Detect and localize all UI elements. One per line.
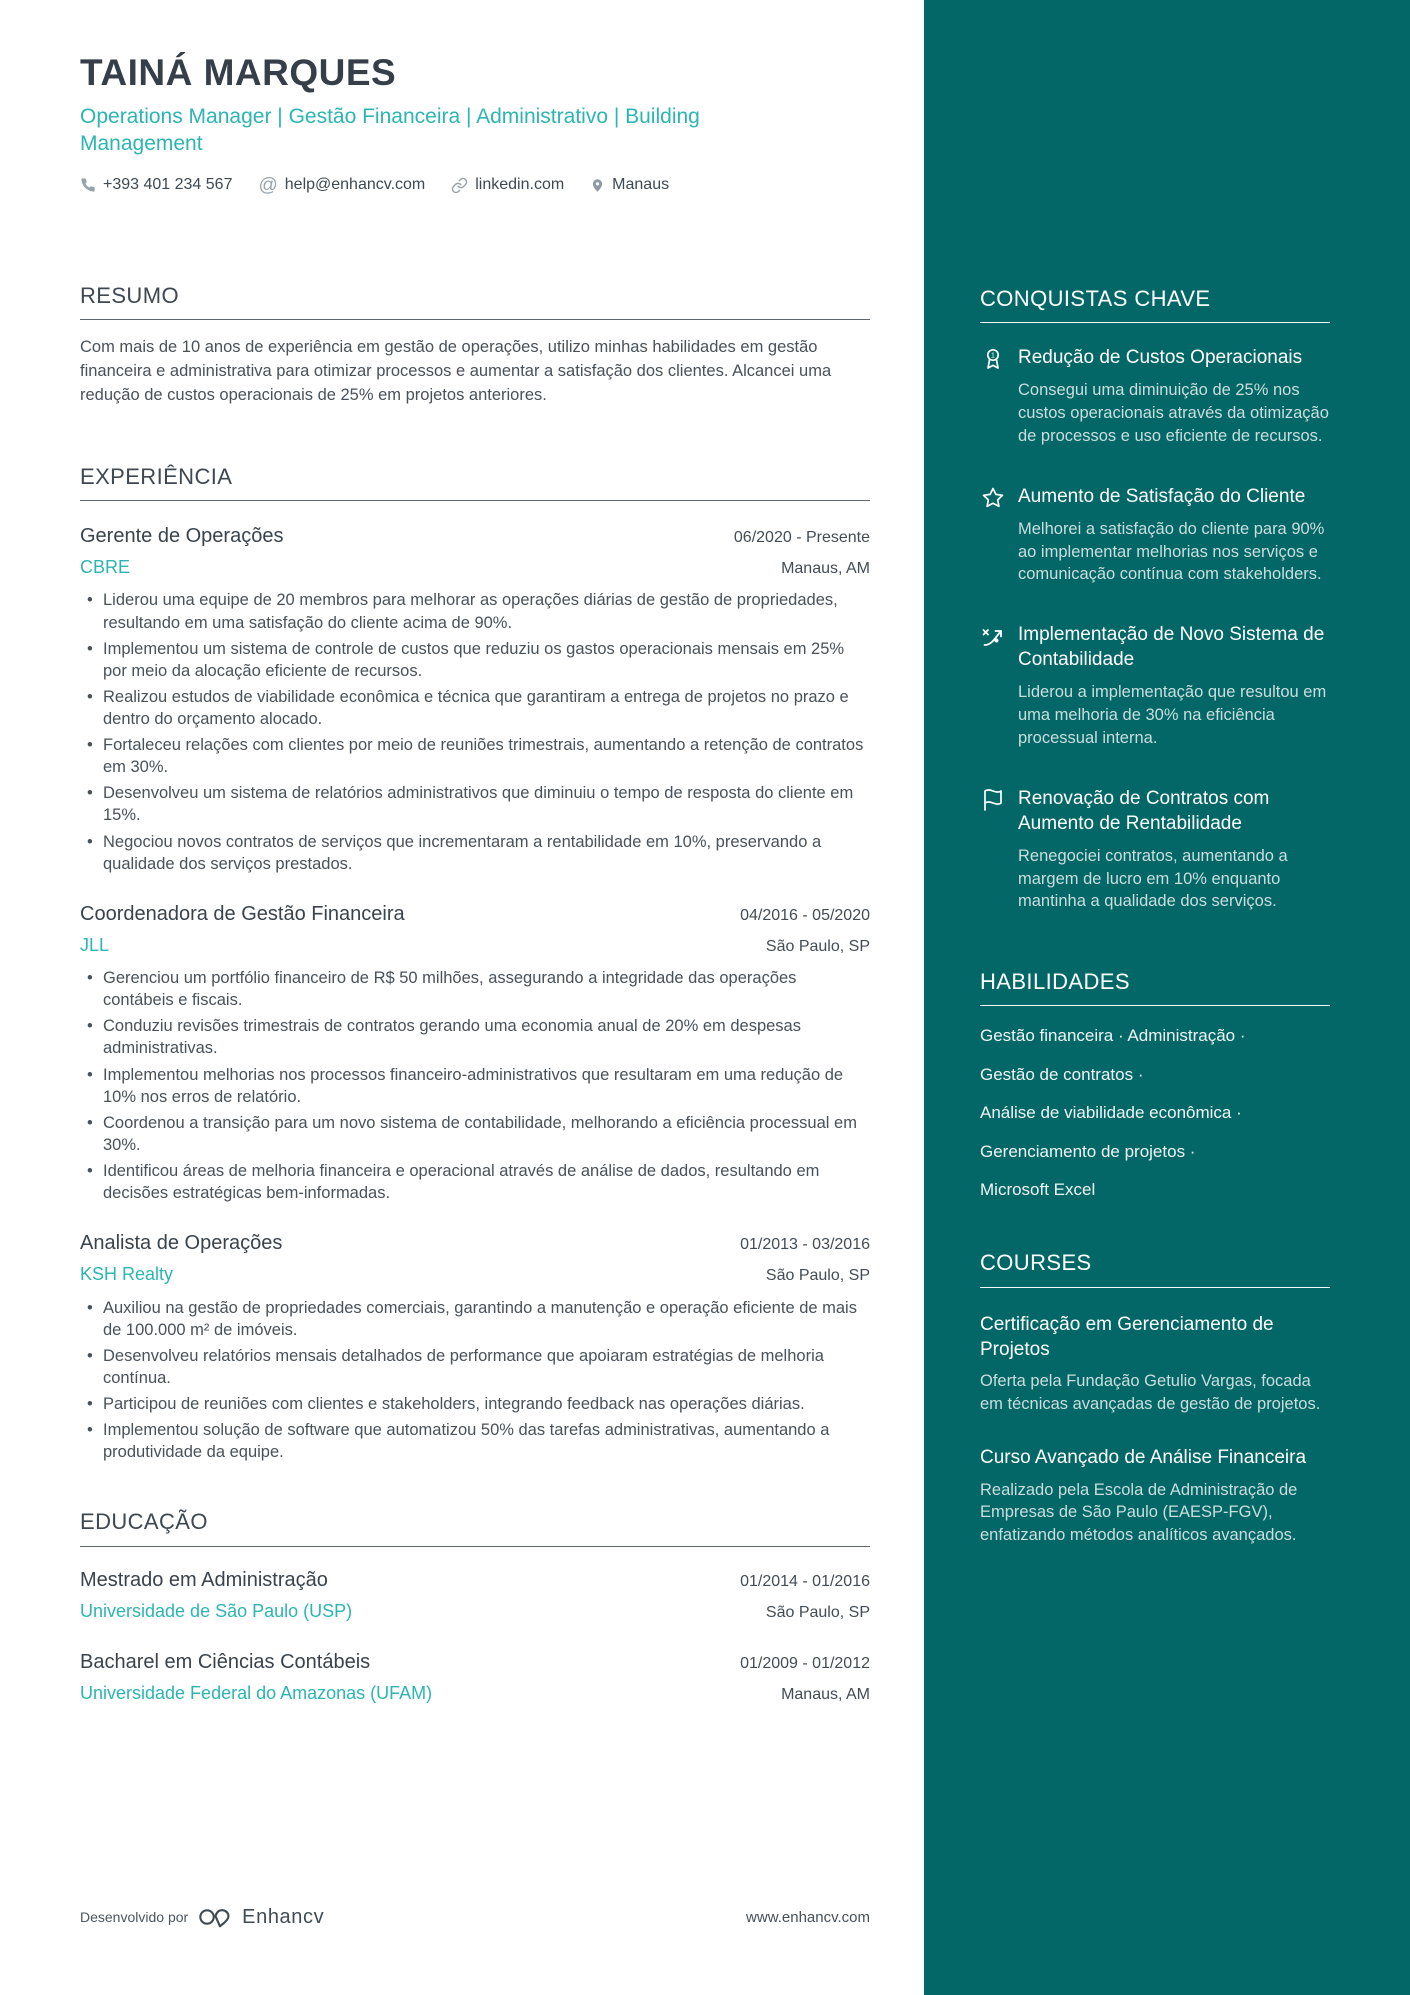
contact-email-value[interactable]: help@enhancv.com	[284, 176, 426, 194]
achievement-title: Renovação de Contratos com Aumento de Rentabilidade	[1018, 787, 1270, 834]
achievement-title: Redução de Custos Operacionais	[1018, 347, 1303, 369]
course-title: Curso Avançado de Análise Financeira	[980, 1447, 1307, 1469]
job-bullets	[80, 967, 870, 1204]
skill-line: Gestão financeira · Administração ·	[980, 1026, 1246, 1046]
link-icon	[451, 177, 468, 194]
skill-line: Gerenciamento de projetos ·	[980, 1141, 1196, 1161]
course-entry	[980, 1445, 1330, 1546]
experience-entry	[80, 523, 870, 875]
bullet-item: • Negociou novos contratos de serviços que incrementaram a rentabilidade em 10%, preservando a qualidade dos serviços prestados.	[80, 831, 870, 875]
summary-heading: RESUMO	[80, 283, 870, 320]
achievement-title: Implementação de Novo Sistema de Contabilidade	[1018, 624, 1325, 671]
section-summary	[80, 283, 870, 408]
contact-link[interactable]	[451, 176, 564, 194]
course-description: Oferta pela Fundação Getulio Vargas, focada em técnicas avançadas de gestão de projetos.	[980, 1371, 1321, 1413]
medal-icon	[980, 345, 1005, 447]
education-heading: EDUCAÇÃO	[80, 1509, 870, 1546]
degree-title: Mestrado em Administração	[80, 1568, 328, 1591]
experience-entry	[80, 901, 870, 1204]
achievement-description: Liderou a implementação que resultou em uma melhoria de 30% na eficiência processual interna.	[1018, 683, 1327, 747]
section-skills	[980, 969, 1330, 1200]
footer	[80, 1905, 870, 1929]
job-dates: 04/2016 - 05/2020	[740, 906, 870, 924]
phone-icon	[80, 177, 96, 193]
job-title: Analista de Operações	[80, 1232, 283, 1255]
footer-website[interactable]: www.enhancv.com	[746, 1908, 870, 1926]
education-entry	[80, 1567, 870, 1623]
bullet-item: • Gerenciou um portfólio financeiro de R$ 50 milhões, assegurando a integridade das operações contábeis e fiscais.	[80, 967, 870, 1011]
skills-list	[980, 1026, 1330, 1200]
skill-line: Microsoft Excel	[980, 1180, 1096, 1199]
bullet-item: • Identificou áreas de melhoria financeira e operacional através de análise de dados, resultando em decisões estratégicas bem-informadas.	[80, 1160, 870, 1204]
svg-text:1: 1	[990, 352, 995, 360]
bullet-item: • Participou de reuniões com clientes e stakeholders, integrando feedback nas operações diárias.	[80, 1393, 870, 1415]
education-location: São Paulo, SP	[765, 1603, 870, 1621]
degree-title: Bacharel em Ciências Contábeis	[80, 1651, 371, 1674]
contact-phone-value: +393 401 234 567	[103, 176, 233, 194]
school-name: Universidade de São Paulo (USP)	[80, 1600, 353, 1621]
bullet-item: • Implementou um sistema de controle de custos que reduziu os gastos operacionais mensais em 25% por meio da alocação eficiente de recursos.	[80, 638, 870, 682]
course-title: Certificação em Gerenciamento de Projetos	[980, 1313, 1274, 1360]
education-dates: 01/2009 - 01/2012	[740, 1655, 870, 1673]
contact-location	[590, 176, 669, 194]
achievement-title: Aumento de Satisfação do Cliente	[1018, 485, 1306, 507]
experience-entry	[80, 1230, 870, 1463]
flag-icon	[980, 786, 1005, 913]
bullet-item: • Auxiliou na gestão de propriedades comerciais, garantindo a manutenção e operação eficiente de mais de 100.000 m² de imóveis.	[80, 1297, 870, 1341]
job-location: São Paulo, SP	[765, 937, 870, 955]
education-dates: 01/2014 - 01/2016	[740, 1572, 870, 1590]
achievement-entry	[980, 484, 1330, 586]
bullet-item: • Realizou estudos de viabilidade econômica e técnica que garantiram a entrega de projetos no prazo e dentro do orçamento alocado.	[80, 686, 870, 730]
education-location: Manaus, AM	[781, 1686, 870, 1704]
candidate-name: TAINÁ MARQUES	[80, 52, 397, 93]
job-location: São Paulo, SP	[765, 1267, 870, 1285]
job-dates: 01/2013 - 03/2016	[740, 1236, 870, 1254]
contact-email[interactable]	[258, 176, 425, 195]
company-name: JLL	[80, 934, 110, 955]
job-dates: 06/2020 - Presente	[733, 529, 870, 547]
achievement-description: Renegociei contratos, aumentando a margem de lucro em 10% enquanto mantinha a qualidade dos serviços.	[1018, 846, 1288, 911]
course-description: Realizado pela Escola de Administração de Empresas de São Paulo (EAESP-FGV), enfatizando métodos analíticos avançados.	[980, 1480, 1298, 1545]
location-pin-icon	[590, 177, 605, 194]
job-bullets	[80, 1297, 870, 1464]
job-bullets	[80, 589, 870, 874]
contact-link-value[interactable]: linkedin.com	[475, 176, 565, 194]
job-location: Manaus, AM	[781, 560, 870, 578]
bullet-item: • Desenvolveu relatórios mensais detalhados de performance que apoiaram estratégias de melhoria contínua.	[80, 1345, 870, 1389]
education-list	[80, 1567, 870, 1706]
company-name: KSH Realty	[80, 1264, 174, 1285]
bullet-item: • Conduziu revisões trimestrais de contratos gerando uma economia anual de 20% em despesas administrativas.	[80, 1015, 870, 1059]
bullet-item: • Implementou solução de software que automatizou 50% das tarefas administrativas, aumentando a produtividade da equipe.	[80, 1419, 870, 1463]
course-entry	[980, 1312, 1330, 1416]
courses-list	[980, 1312, 1330, 1547]
section-achievements	[980, 286, 1330, 913]
skills-heading: HABILIDADES	[980, 969, 1330, 1006]
bullet-item: • Liderou uma equipe de 20 membros para melhorar as operações diárias de gestão de propriedades, resultando em uma satisfação do cliente acima de 90%.	[80, 589, 870, 633]
achievement-entry	[980, 786, 1330, 913]
brand-name: Enhancv	[242, 1905, 325, 1928]
achievement-entry	[980, 345, 1330, 447]
company-name: CBRE	[80, 557, 131, 578]
bullet-item: • Implementou melhorias nos processos financeiro-administrativos que resultaram em uma redução de 10% nos erros de relatório.	[80, 1064, 870, 1108]
achievement-description: Consegui uma diminuição de 25% nos custos operacionais através da otimização de processos e uso eficiente de recursos.	[1018, 381, 1329, 445]
school-name: Universidade Federal do Amazonas (UFAM)	[80, 1683, 433, 1704]
route-icon	[980, 622, 1005, 749]
sidebar	[924, 0, 1410, 1995]
bullet-item: • Desenvolveu um sistema de relatórios administrativos que diminuiu o tempo de resposta do cliente em 15%.	[80, 782, 870, 826]
education-entry	[80, 1649, 870, 1705]
achievement-entry	[980, 622, 1330, 749]
skill-line: Análise de viabilidade econômica ·	[980, 1103, 1242, 1123]
star-icon	[980, 484, 1005, 586]
experience-list	[80, 523, 870, 1463]
section-education	[80, 1509, 870, 1705]
section-courses	[980, 1250, 1330, 1546]
skill-line: Gestão de contratos ·	[980, 1064, 1144, 1084]
developed-by-label: Desenvolvido por	[80, 1909, 189, 1925]
achievements-heading: CONQUISTAS CHAVE	[980, 286, 1330, 323]
contact-phone	[80, 176, 232, 194]
contact-location-value: Manaus	[612, 176, 670, 194]
experience-heading: EXPERIÊNCIA	[80, 464, 870, 501]
candidate-headline: Operations Manager | Gestão Financeira | Administrativo | Building Management	[80, 104, 700, 156]
at-icon: @	[258, 174, 278, 196]
achievement-description: Melhorei a satisfação do cliente para 90% ao implementar melhorias nos serviços e comunicação contínua com stakeholders.	[1018, 519, 1325, 584]
contact-row	[80, 176, 870, 195]
courses-heading: COURSES	[980, 1250, 1330, 1287]
enhancv-logo-icon	[198, 1905, 232, 1929]
section-experience	[80, 464, 870, 1464]
job-title: Gerente de Operações	[80, 525, 284, 548]
summary-text: Com mais de 10 anos de experiência em gestão de operações, utilizo minhas habilidades em gestão financeira e administrativa para otimizar processos e aumentar a satisfação dos clientes. Alcancei uma redução de custos operacionais de 25% em projetos anteriores.	[80, 338, 832, 404]
bullet-item: • Fortaleceu relações com clientes por meio de reuniões trimestrais, aumentando a retenção de contratos em 30%.	[80, 734, 870, 778]
job-title: Coordenadora de Gestão Financeira	[80, 902, 405, 925]
bullet-item: • Coordenou a transição para um novo sistema de contabilidade, melhorando a eficiência processual em 30%.	[80, 1112, 870, 1156]
